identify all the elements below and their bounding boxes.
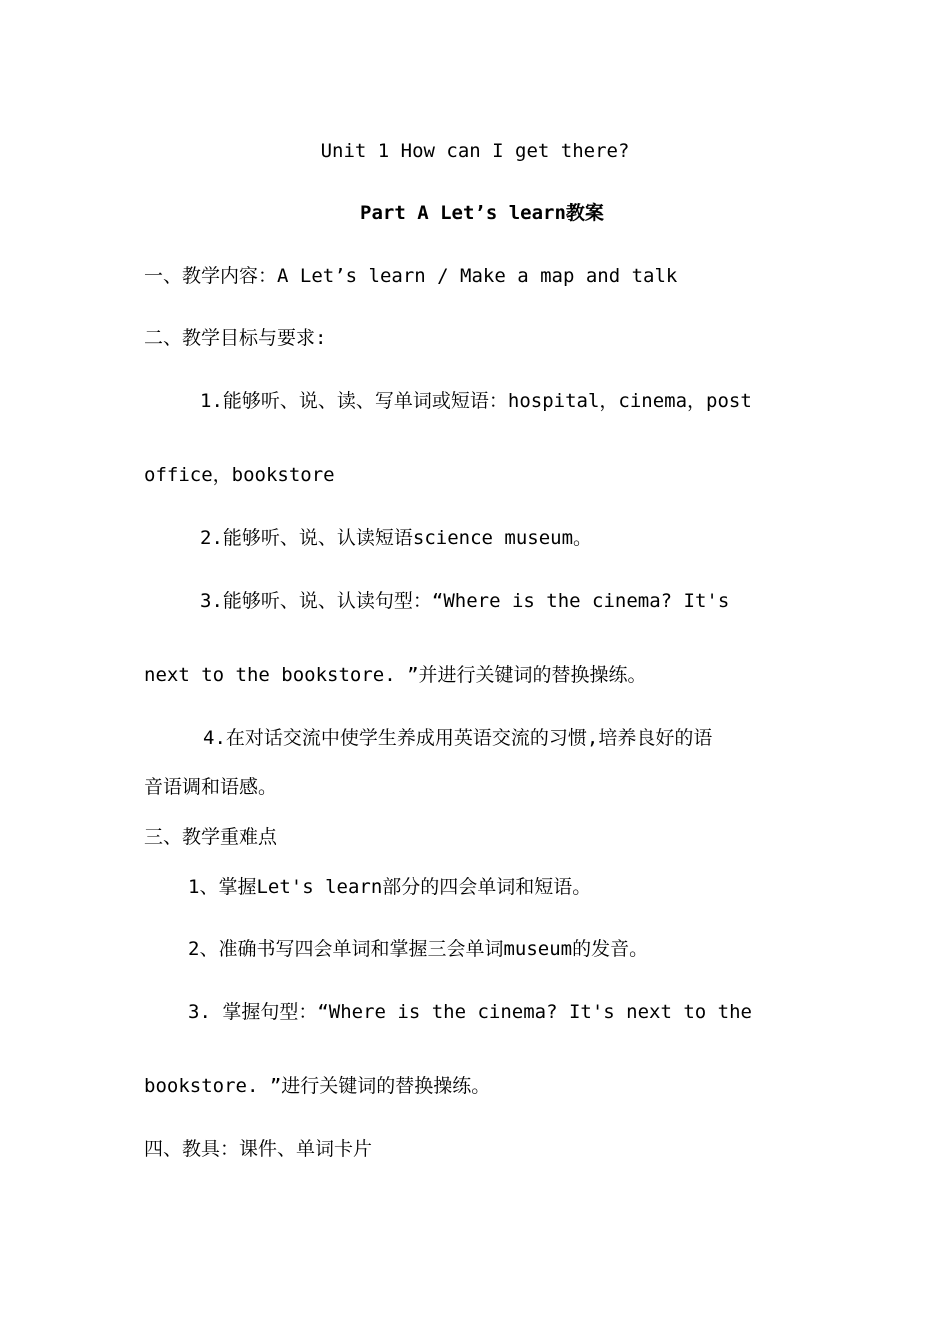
goal-item-4-cont: 音语调和语感。 bbox=[144, 776, 278, 798]
goal-item-3: 3.能够听、说、认读句型：“Where is the cinema? It's bbox=[200, 590, 730, 612]
section-content: 一、教学内容：A Let’s learn / Make a map and talk bbox=[144, 265, 678, 287]
goal-item-4: 4.在对话交流中使学生养成用英语交流的习惯,培养良好的语 bbox=[203, 727, 713, 749]
goal-item-3-cont: next to the bookstore. ”并进行关键词的替换操练。 bbox=[144, 664, 647, 686]
keypoint-item-3-cont: bookstore. ”进行关键词的替换操练。 bbox=[144, 1075, 491, 1097]
goal-item-2: 2.能够听、说、认读短语science museum。 bbox=[200, 527, 593, 549]
keypoint-item-2: 2、准确书写四会单词和掌握三会单词museum的发音。 bbox=[188, 938, 649, 960]
section-keypoints-heading: 三、教学重难点 bbox=[144, 826, 278, 848]
document-title: Unit 1 How can I get there? bbox=[320, 140, 630, 162]
document-subtitle: Part A Let’s learn教案 bbox=[360, 202, 604, 224]
goal-item-1-cont: office，bookstore bbox=[144, 464, 335, 486]
keypoint-item-3: 3. 掌握句型：“Where is the cinema? It's next to the bbox=[188, 1001, 752, 1023]
goal-item-1: 1.能够听、说、读、写单词或短语：hospital，cinema，post bbox=[200, 390, 752, 412]
section-tools: 四、教具：课件、单词卡片 bbox=[144, 1138, 373, 1160]
section-goals-heading: 二、教学目标与要求: bbox=[144, 327, 327, 349]
keypoint-item-1: 1、掌握Let's learn部分的四会单词和短语。 bbox=[188, 876, 592, 898]
